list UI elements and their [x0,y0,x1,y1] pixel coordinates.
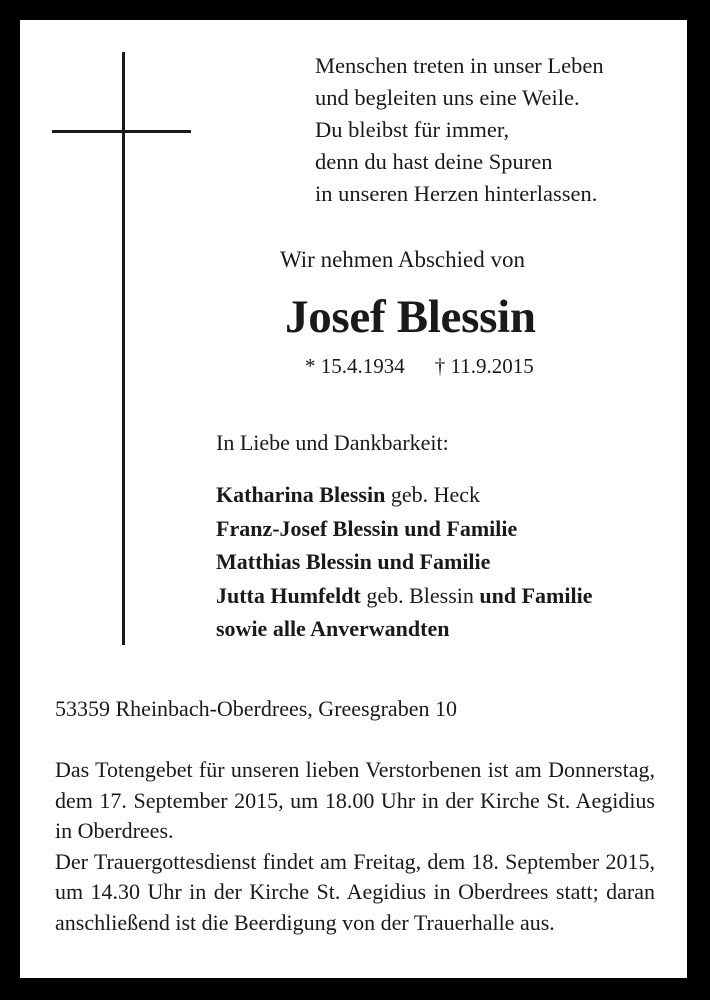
poem-line: Menschen treten in unser Leben [315,53,604,78]
mourner-maiden-name: geb. Heck [390,482,480,507]
mourner-suffix: und Familie [479,582,593,608]
poem-line: und begleiten uns eine Weile. [315,85,580,110]
death-date: † 11.9.2015 [434,354,534,378]
mourner-line: Franz-Josef Blessin und Familie [216,515,518,541]
deceased-name: Josef Blessin [285,291,536,343]
mourner-maiden-name: geb. Blessin [366,582,474,608]
gratitude-heading: In Liebe und Dankbarkeit: [216,430,449,455]
service-information [55,755,655,938]
mourner-line: Matthias Blessin und Familie [216,549,491,574]
obituary-card [20,20,687,978]
cross-icon-vertical [122,52,125,645]
poem-line: denn du hast deine Spuren [315,149,553,174]
life-dates [305,352,534,380]
mourners-list [216,478,592,646]
mourner-line [216,579,592,613]
family-address: 53359 Rheinbach-Oberdrees, Greesgraben 10 [55,696,457,721]
farewell-heading: Wir nehmen Abschied von [280,247,525,272]
cross-icon-horizontal [52,130,191,133]
mourner-name: Katharina Blessin [216,482,386,507]
mourner-line [216,478,592,512]
poem-line: Du bleibst für immer, [315,117,510,142]
prayer-info: Das Totengebet für unseren lieben Verstorbenen ist am Donnerstag, dem 17. September 2015, um 18.00 Uhr in der Kirche St. Aegidius in Oberdrees. [55,757,655,843]
birth-date: * 15.4.1934 [305,354,405,378]
mourner-line: sowie alle Anverwandten [216,616,450,641]
memorial-poem [315,50,604,210]
poem-line: in unseren Herzen hinterlassen. [315,181,598,206]
funeral-info: Der Trauergottesdienst findet am Freitag, dem 18. September 2015, um 14.30 Uhr in der Kirche St. Aegidius in Oberdrees statt; daran anschließend ist die Beerdigung von der Trauerhalle aus. [55,848,655,935]
mourner-name: Jutta Humfeldt [216,582,361,608]
